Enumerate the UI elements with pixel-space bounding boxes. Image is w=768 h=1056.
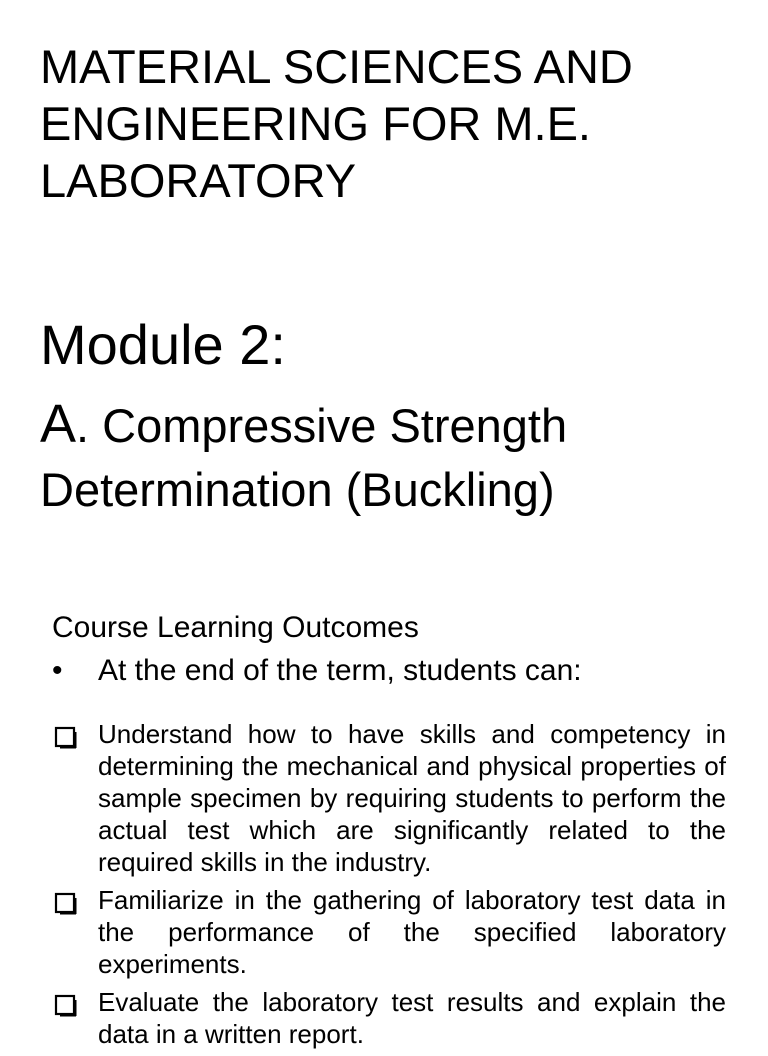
outcomes-heading: Course Learning Outcomes <box>52 611 419 644</box>
intro-bullet <box>52 652 582 690</box>
list-item <box>52 986 726 1050</box>
section-title <box>40 392 740 522</box>
intro-bullet-text: At the end of the term, students can: <box>98 654 582 687</box>
document-title: MATERIAL SCIENCES AND ENGINEERING FOR M.E. LABORATORY <box>40 40 633 207</box>
checkbox-icon <box>52 884 98 916</box>
section-letter: A <box>40 394 77 454</box>
list-item <box>52 718 726 878</box>
checkbox-icon <box>52 986 98 1018</box>
module-heading: Module 2: <box>40 313 286 376</box>
checkbox-icon <box>52 718 98 750</box>
outcome-text: Familiarize in the gathering of laboratory test data in the performance of the specified laboratory experiments. <box>98 885 726 979</box>
outcomes-list <box>52 718 726 1056</box>
outcome-text: Understand how to have skills and competency in determining the mechanical and physical properties of sample specimen by requiring students to perform the actual test which are significantly related to the required skills in the industry. <box>98 719 726 877</box>
bullet-dot-icon: • <box>52 654 63 687</box>
outcome-text: Evaluate the laboratory test results and explain the data in a written report. <box>98 987 726 1049</box>
list-item <box>52 884 726 980</box>
section-title-text: . Compressive Strength Determination (Buckling) <box>40 399 568 516</box>
